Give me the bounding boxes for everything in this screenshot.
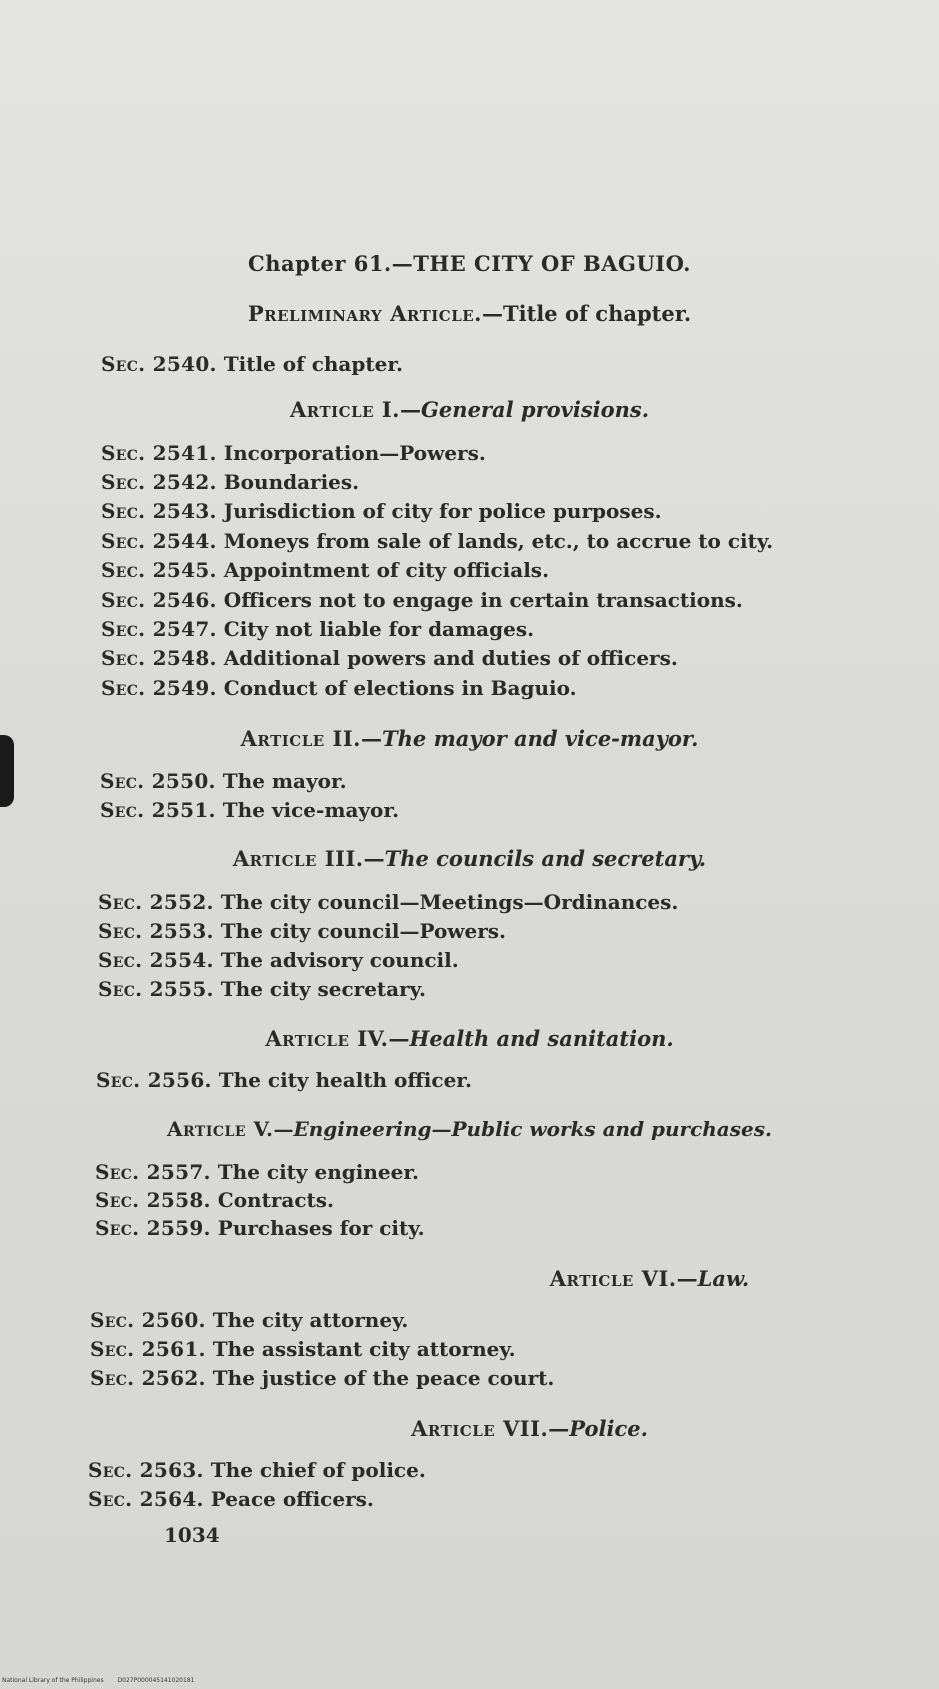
- scan-footer: [0, 1677, 939, 1689]
- section-entry: Sec. 2560. The city attorney.: [90, 1308, 409, 1332]
- section-entry: Sec. 2545. Appointment of city officials.: [101, 558, 550, 582]
- section-entry: Sec. 2541. Incorporation—Powers.: [101, 441, 486, 465]
- section-entry: Sec. 2544. Moneys from sale of lands, etc., to accrue to city.: [101, 529, 774, 553]
- article-heading-7: Article VII.—Police.: [411, 1416, 648, 1441]
- section-entry: Sec. 2554. The advisory council.: [98, 948, 459, 972]
- page-number: 1034: [164, 1523, 220, 1547]
- binding-mark: [0, 735, 14, 807]
- section-entry: Sec. 2546. Officers not to engage in certain transactions.: [101, 588, 743, 612]
- article-heading-3: Article III.—The councils and secretary.: [232, 846, 707, 871]
- article-heading-preliminary: Preliminary Article.—Title of chapter.: [247, 301, 692, 326]
- section-entry: Sec. 2547. City not liable for damages.: [101, 617, 535, 641]
- section-entry: Sec. 2549. Conduct of elections in Baguio.: [101, 676, 577, 700]
- footer-library: National Library of the Philippines: [2, 1677, 104, 1684]
- section-entry: Sec. 2558. Contracts.: [95, 1188, 334, 1212]
- section-entry: Sec. 2562. The justice of the peace court.: [90, 1366, 555, 1390]
- section-entry: Sec. 2543. Jurisdiction of city for police purposes.: [101, 499, 662, 523]
- section-entry: Sec. 2563. The chief of police.: [88, 1458, 426, 1482]
- section-entry: Sec. 2559. Purchases for city.: [95, 1216, 425, 1240]
- section-entry: Sec. 2556. The city health officer.: [96, 1068, 472, 1092]
- section-entry: Sec. 2540. Title of chapter.: [101, 352, 403, 376]
- article-heading-1: Article I.—General provisions.: [289, 397, 650, 422]
- article-heading-4: Article IV.—Health and sanitation.: [265, 1026, 674, 1051]
- section-entry: Sec. 2564. Peace officers.: [88, 1487, 374, 1511]
- section-entry: Sec. 2561. The assistant city attorney.: [90, 1337, 516, 1361]
- section-entry: Sec. 2542. Boundaries.: [101, 470, 360, 494]
- section-entry: Sec. 2557. The city engineer.: [95, 1160, 419, 1184]
- section-entry: Sec. 2548. Additional powers and duties of officers.: [101, 646, 678, 670]
- footer-code: D027P000045141020181: [117, 1677, 195, 1684]
- article-heading-6: Article VI.—Law.: [549, 1266, 750, 1291]
- article-heading-5: Article V.—Engineering—Public works and purchases.: [167, 1117, 772, 1141]
- section-entry: Sec. 2550. The mayor.: [100, 769, 347, 793]
- article-heading-2: Article II.—The mayor and vice-mayor.: [240, 726, 699, 751]
- chapter-title: Chapter 61.—THE CITY OF BAGUIO.: [248, 251, 691, 276]
- section-entry: Sec. 2555. The city secretary.: [98, 977, 426, 1001]
- section-entry: Sec. 2551. The vice-mayor.: [100, 798, 400, 822]
- section-entry: Sec. 2552. The city council—Meetings—Ordinances.: [98, 890, 679, 914]
- section-entry: Sec. 2553. The city council—Powers.: [98, 919, 507, 943]
